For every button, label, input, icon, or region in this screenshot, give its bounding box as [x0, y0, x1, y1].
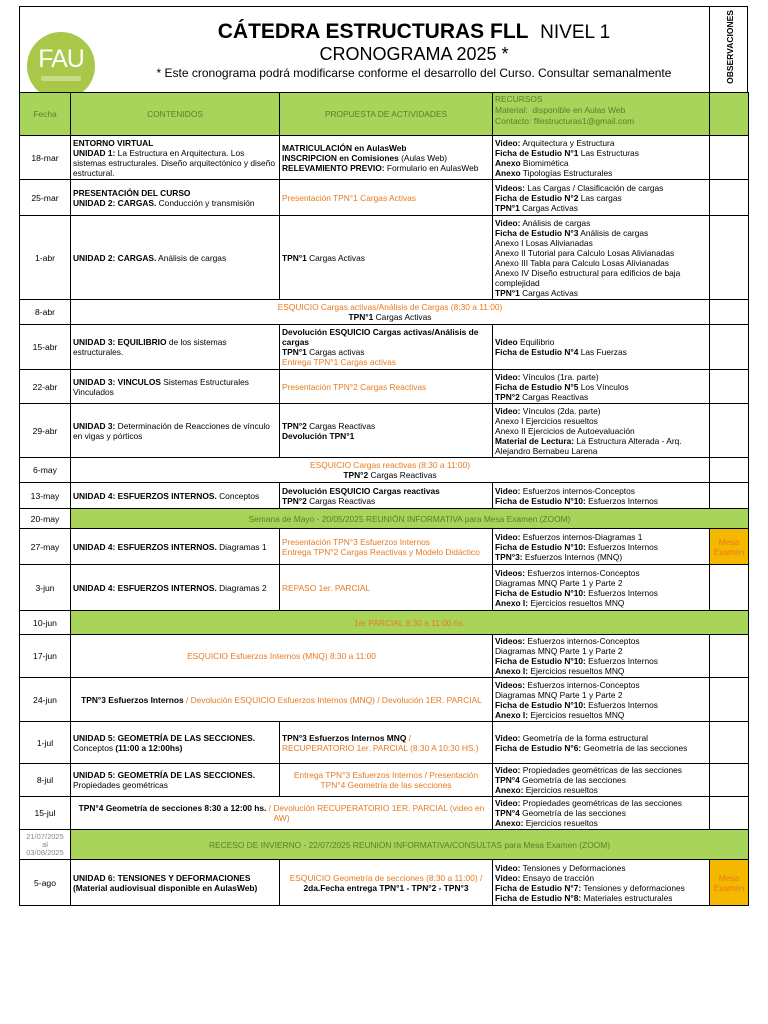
row-date: 5-ago: [20, 860, 71, 906]
table-row: [20, 370, 749, 404]
row-date: 22-abr: [20, 370, 71, 404]
table-row: [20, 860, 749, 906]
row-recursos: Video: Esfuerzos internos-Diagramas 1 Ficha de Estudio N°10: Esfuerzos Internos TPN°3: Esfuerzos Internos (MNQ): [493, 529, 710, 565]
schedule-sheet: [19, 6, 748, 909]
row-recursos: Video: Propiedades geométricas de las secciones TPN°4 Geometría de las secciones Anexo: Ejercicios resueltos: [493, 764, 710, 797]
table-row: [20, 300, 749, 325]
row-date: 15-jul: [20, 797, 71, 830]
row-date: 29-abr: [20, 404, 71, 458]
row-date: 3-jun: [20, 565, 71, 611]
table-row: [20, 635, 749, 678]
material-label: Material:: [495, 105, 528, 115]
title-level: NIVEL 1: [540, 22, 611, 43]
row-date: 25-mar: [20, 180, 71, 216]
title-main: CÁTEDRA ESTRUCTURAS FLL: [217, 20, 529, 43]
row-propuesta: ESQUICIO Geometría de secciones (8:30 a 11:00) / 2da.Fecha entrega TPN°1 - TPN°2 - TPN°3: [280, 860, 493, 906]
col-propuesta: PROPUESTA DE ACTIVIDADES: [280, 93, 493, 136]
row-merged-activity: ESQUICIO Cargas activas/Análisis de Cargas (8:30 a 11:00) TPN°1 Cargas Activas: [71, 300, 710, 325]
row-contenidos: UNIDAD 4: ESFUERZOS INTERNOS. Conceptos: [71, 483, 280, 509]
material-value: disponible en: [532, 105, 583, 115]
col-contenidos: CONTENIDOS: [71, 93, 280, 136]
row-obs: [710, 370, 749, 404]
aulas-web-link[interactable]: Aulas Web: [584, 105, 626, 115]
row-merged-activity: ESQUICIO Esfuerzos Internos (MNQ) 8:30 a 11:00: [71, 635, 493, 678]
row-date: 10-jun: [20, 611, 71, 635]
fau-logo: [27, 32, 95, 100]
table-header-row: [20, 93, 749, 136]
table-row: [20, 830, 749, 860]
row-recursos: Videos: Esfuerzos internos-Conceptos Diagramas MNQ Parte 1 y Parte 2 Ficha de Estudio N°10: Esfuerzos Internos Anexo I: Ejercicios resueltos MNQ: [493, 678, 710, 722]
row-obs: [710, 300, 749, 325]
row-propuesta: MATRICULACIÓN en AulasWeb INSCRIPCION en Comisiones (Aulas Web) RELEVAMIENTO PREVIO: Formulario en AulasWeb: [280, 136, 493, 180]
row-recursos: Video: Vínculos (1ra. parte) Ficha de Estudio N°5 Los Vínculos TPN°2 Cargas Reactivas: [493, 370, 710, 404]
observations-label: OBSERVACIONES: [725, 10, 735, 84]
row-merged-activity: TPN°3 Esfuerzos Internos / Devolución ESQUICIO Esfuerzos Internos (MNQ) / Devolución 1ER. PARCIAL: [71, 678, 493, 722]
row-propuesta: TPN°1 Cargas Activas: [280, 216, 493, 300]
row-obs: [710, 565, 749, 611]
row-date: 18-mar: [20, 136, 71, 180]
row-recursos: Videos: Esfuerzos internos-Conceptos Diagramas MNQ Parte 1 y Parte 2 Ficha de Estudio N°10: Esfuerzos Internos Anexo I: Ejercicios resueltos MNQ: [493, 565, 710, 611]
row-recursos: Videos: Las Cargas / Clasificación de cargas Ficha de Estudio N°2 Las cargas TPN°1 Cargas Activas: [493, 180, 710, 216]
row-propuesta: Entrega TPN°3 Esfuerzos Internos / Presentación TPN°4 Geometría de las secciones: [280, 764, 493, 797]
row-obs: [710, 136, 749, 180]
row-date: 8-abr: [20, 300, 71, 325]
row-date: 17-jun: [20, 635, 71, 678]
row-recursos: Video Equilibrio Ficha de Estudio N°4 Las Fuerzas: [493, 325, 710, 370]
row-propuesta: TPN°3 Esfuerzos Internos MNQ / RECUPERATORIO 1er. PARCIAL (8:30 A 10:30 HS.): [280, 722, 493, 764]
row-recursos: Video: Vínculos (2da. parte) Anexo I Ejercicios resueltos Anexo II Ejercicios de Autoevaluación Material de Lectura: La Estructura Alterada - Arq. Alejandro Bernabeu Larena: [493, 404, 710, 458]
row-date: 21/07/2025 al 03/08/2025: [20, 830, 71, 860]
winter-break-band: RECESO DE INVIERNO - 22/07/2025 REUNION INFORMATIVA/CONSULTAS para Mesa Examen (ZOOM): [71, 830, 749, 860]
table-row: [20, 611, 749, 635]
mesa-examen-badge: Mesa Examen: [710, 529, 749, 565]
row-contenidos: PRESENTACIÓN DEL CURSO UNIDAD 2: CARGAS. Conducción y transmisión: [71, 180, 280, 216]
table-row: [20, 483, 749, 509]
table-row: [20, 678, 749, 722]
contacto-label: Contacto:: [495, 116, 532, 126]
row-date: 27-may: [20, 529, 71, 565]
meeting-band: Semana de Mayo - 20/05/2025 REUNIÓN INFORMATIVA para Mesa Examen (ZOOM): [71, 509, 749, 529]
row-propuesta: TPN°2 Cargas Reactivas Devolución TPN°1: [280, 404, 493, 458]
row-contenidos: UNIDAD 2: CARGAS. Análisis de cargas: [71, 216, 280, 300]
row-propuesta: Devolución ESQUICIO Cargas activas/Análisis de cargas TPN°1 Cargas activas Entrega TPN°1 Cargas activas: [280, 325, 493, 370]
recursos-label: RECURSOS: [495, 94, 543, 104]
row-contenidos: UNIDAD 3: EQUILIBRIO de los sistemas estructurales.: [71, 325, 280, 370]
contact-email-link[interactable]: fllestructuras1@gmail.com: [533, 116, 635, 126]
row-recursos: Video: Tensiones y Deformaciones Video: Ensayo de tracción Ficha de Estudio N°7: Tensiones y deformaciones Ficha de Estudio N°8: Materiales estructurales: [493, 860, 710, 906]
row-obs: [710, 325, 749, 370]
row-date: 24-jun: [20, 678, 71, 722]
row-date: 13-may: [20, 483, 71, 509]
row-merged-activity: ESQUICIO Cargas reactivas (8:30 a 11:00) TPN°2 Cargas Reactivas: [71, 458, 710, 483]
row-recursos: Video: Propiedades geométricas de las secciones TPN°4 Geometría de las secciones Anexo: Ejercicios resueltos: [493, 797, 710, 830]
row-contenidos: UNIDAD 5: GEOMETRÍA DE LAS SECCIONES. Conceptos (11:00 a 12:00hs): [71, 722, 280, 764]
row-obs: [710, 404, 749, 458]
observations-header: [709, 6, 749, 92]
table-row: [20, 797, 749, 830]
row-obs: [710, 764, 749, 797]
row-date: 15-abr: [20, 325, 71, 370]
table-row: [20, 180, 749, 216]
row-obs: [710, 180, 749, 216]
row-obs: [710, 483, 749, 509]
row-recursos: Video: Esfuerzos internos-Conceptos Ficha de Estudio N°10: Esfuerzos Internos: [493, 483, 710, 509]
schedule-table: [19, 92, 749, 906]
col-fecha: Fecha: [20, 93, 71, 136]
row-propuesta: Presentación TPN°3 Esfuerzos Internos Entrega TPN°2 Cargas Reactivas y Modelo Didáctico: [280, 529, 493, 565]
row-obs: [710, 797, 749, 830]
table-row: [20, 509, 749, 529]
row-obs: [710, 722, 749, 764]
row-obs: [710, 635, 749, 678]
table-row: [20, 325, 749, 370]
row-date: 1-jul: [20, 722, 71, 764]
row-date: 1-abr: [20, 216, 71, 300]
table-row: [20, 458, 749, 483]
row-date: 20-may: [20, 509, 71, 529]
row-recursos: Videos: Esfuerzos internos-Conceptos Diagramas MNQ Parte 1 y Parte 2 Ficha de Estudio N°10: Esfuerzos Internos Anexo I: Ejercicios resueltos MNQ: [493, 635, 710, 678]
logo-text: FAU: [38, 45, 84, 73]
row-contenidos: ENTORNO VIRTUAL UNIDAD 1: La Estructura en Arquitectura. Los sistemas estructurales. Diseño arquitectónico y diseño estructural.: [71, 136, 280, 180]
table-row: [20, 529, 749, 565]
row-date: 8-jul: [20, 764, 71, 797]
table-row: [20, 404, 749, 458]
row-contenidos: UNIDAD 6: TENSIONES Y DEFORMACIONES (Material audiovisual disponible en AulasWeb): [71, 860, 280, 906]
row-propuesta: Presentación TPN°2 Cargas Reactivas: [280, 370, 493, 404]
obs-header-cell: [710, 93, 749, 136]
row-contenidos: UNIDAD 4: ESFUERZOS INTERNOS. Diagramas 2: [71, 565, 280, 611]
row-recursos: Video: Análisis de cargas Ficha de Estudio N°3 Análisis de cargas Anexo I Losas Alivianadas Anexo II Tutorial para Calculo Losas Alivianadas Anexo III Tabla para Calculo Losas Alivianadas Anexo IV Diseño estructural para edificios de baja complejidad TPN°1 Cargas Activas: [493, 216, 710, 300]
disclaimer-note: * Este cronograma podrá modificarse conforme el desarrollo del Curso. Consultar semanalmente: [156, 66, 672, 80]
mesa-examen-badge: Mesa Examen: [710, 860, 749, 906]
table-row: [20, 722, 749, 764]
row-contenidos: UNIDAD 3: Determinación de Reacciones de vínculo en vigas y pórticos: [71, 404, 280, 458]
row-recursos: Video: Arquitectura y Estructura Ficha de Estudio N°1 Las Estructuras Anexo Biomimética Anexo Tipologías Estructurales: [493, 136, 710, 180]
subtitle: CRONOGRAMA 2025 *: [319, 44, 509, 64]
table-row: [20, 565, 749, 611]
row-merged-activity: TPN°4 Geometría de secciones 8:30 a 12:00 hs. / Devolución RECUPERATORIO 1ER. PARCIAL (video en AW): [71, 797, 493, 830]
row-date: 6-may: [20, 458, 71, 483]
row-obs: [710, 458, 749, 483]
exam-band: 1er PARCIAL 8:30 a 11:00 hs.: [71, 611, 749, 635]
logo-emblem: [41, 76, 81, 81]
row-propuesta: REPASO 1er. PARCIAL: [280, 565, 493, 611]
row-obs: [710, 216, 749, 300]
row-propuesta: Presentación TPN°1 Cargas Activas: [280, 180, 493, 216]
row-recursos: Video: Geometría de la forma estructural Ficha de Estudio N°6: Geometría de las secciones: [493, 722, 710, 764]
row-contenidos: UNIDAD 3: VINCULOS Sistemas Estructurales Vinculados: [71, 370, 280, 404]
row-obs: [710, 678, 749, 722]
row-contenidos: UNIDAD 5: GEOMETRÍA DE LAS SECCIONES. Propiedades geométricas: [71, 764, 280, 797]
table-row: [20, 136, 749, 180]
col-recursos: [493, 93, 710, 136]
table-row: [20, 216, 749, 300]
table-row: [20, 764, 749, 797]
page-title: [109, 20, 719, 44]
row-propuesta: Devolución ESQUICIO Cargas reactivas TPN°2 Cargas Reactivas: [280, 483, 493, 509]
row-contenidos: UNIDAD 4: ESFUERZOS INTERNOS. Diagramas 1: [71, 529, 280, 565]
